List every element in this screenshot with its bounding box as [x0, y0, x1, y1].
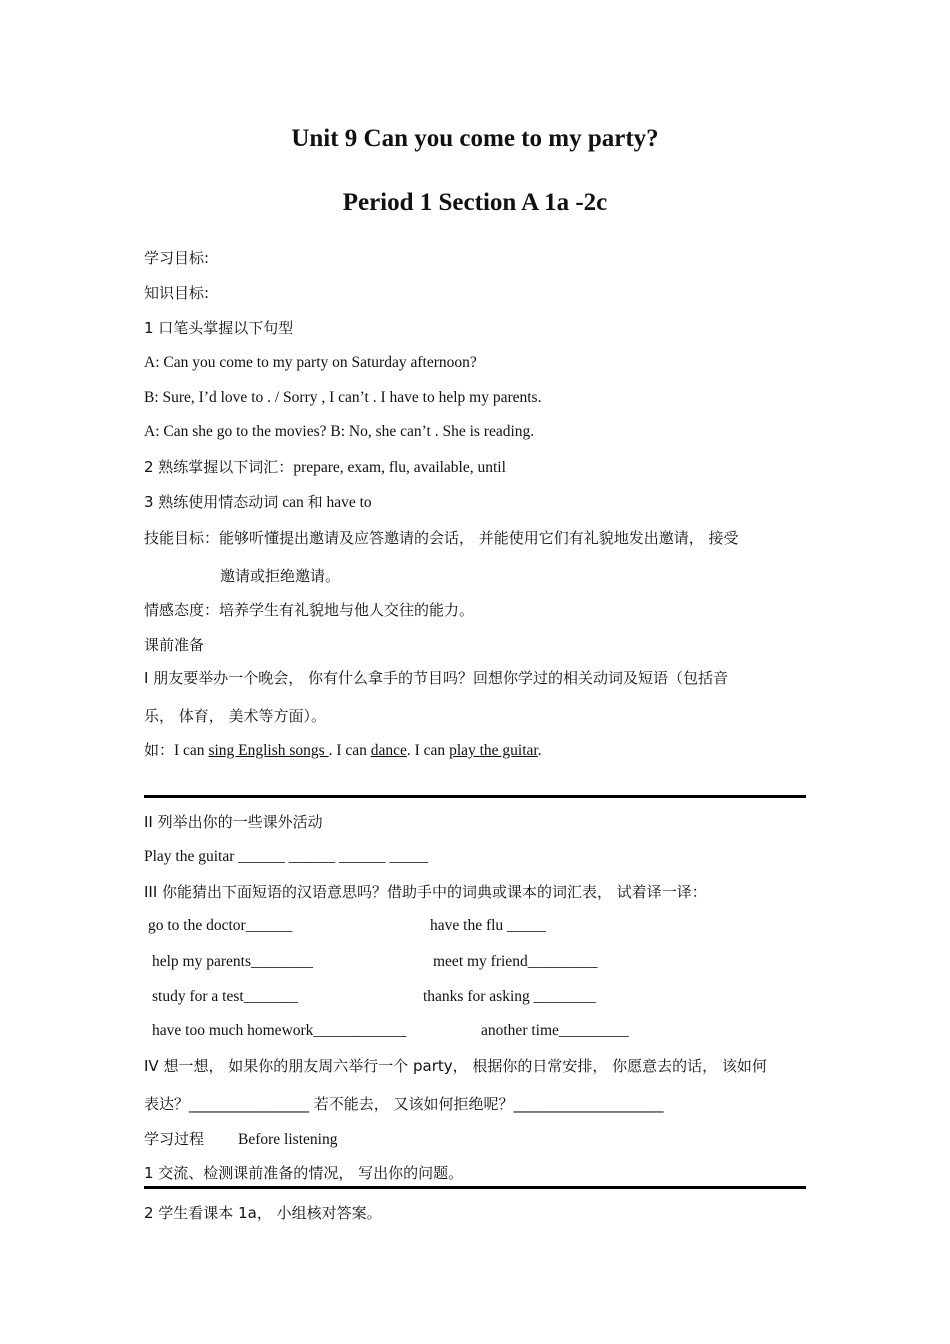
process-heading-row — [144, 1129, 337, 1150]
modal-have-to: have to — [322, 494, 372, 511]
example-underlined-1: sing English songs — [208, 742, 329, 759]
document-subtitle: Period 1 Section A 1a -2c — [342, 189, 608, 216]
prep-task-1-line-2: 乐， 体育， 美术等方面）。 — [144, 707, 327, 725]
example-sentence — [144, 740, 542, 761]
knowledge-item-3 — [144, 492, 372, 513]
conjunction-and: 和 — [307, 493, 323, 511]
divider-line — [144, 795, 806, 798]
vocabulary-list: prepare, exam, flu, available, until — [293, 459, 506, 476]
phrase-item: meet my friend_________ — [433, 953, 598, 970]
process-subheading: Before listening — [238, 1131, 338, 1148]
phrase-item: study for a test_______ — [152, 988, 298, 1005]
phrase-item: have the flu _____ — [430, 917, 546, 934]
emotion-goal: 情感态度：培养学生有礼貌地与他人交往的能力。 — [144, 601, 475, 619]
prep-task-4-line-1: IV 想一想， 如果你的朋友周六举行一个 party， 根据你的日常安排， 你愿意去的话， 该如何 — [144, 1057, 767, 1075]
prep-task-1-line-1: I 朋友要举办一个晚会， 你有什么拿手的节目吗？回想你学过的相关动词及短语（包括音 — [144, 669, 728, 687]
knowledge-item-2-label: 2 熟练掌握以下词汇： — [144, 458, 294, 476]
knowledge-item-3-label: 3 熟练使用情态动词 — [144, 493, 279, 511]
process-heading: 学习过程 — [144, 1130, 205, 1148]
process-step-2: 2 学生看课本 1a， 小组核对答案。 — [144, 1204, 382, 1222]
sentence-pattern-3: A: Can she go to the movies? B: No, she can’t . She is reading. — [144, 423, 535, 440]
prep-task-4-line-2: 表达？________________ 若不能去， 又该如何拒绝呢？____________________ — [144, 1095, 664, 1113]
phrase-item: thanks for asking ________ — [423, 988, 596, 1005]
document-title: Unit 9 Can you come to my party? — [291, 125, 659, 152]
phrase-item: another time_________ — [481, 1022, 629, 1039]
modal-can: can — [278, 494, 308, 511]
divider-line — [144, 1186, 806, 1189]
sentence-pattern-2: B: Sure, I’d love to . / Sorry , I can’t . I have to help my parents. — [144, 389, 542, 406]
skill-goal-line-2: 邀请或拒绝邀请。 — [220, 567, 341, 585]
knowledge-item-1: 1 口笔头掌握以下句型 — [144, 319, 294, 337]
prep-task-3: III 你能猜出下面短语的汉语意思吗？借助手中的词典或课本的词汇表， 试着译一译： — [144, 883, 707, 901]
example-part: . — [537, 742, 542, 759]
example-label: 如： — [144, 741, 175, 759]
prep-task-2: II 列举出你的一些课外活动 — [144, 813, 323, 831]
example-part: . I can — [328, 742, 371, 759]
sentence-pattern-1: A: Can you come to my party on Saturday afternoon? — [144, 354, 477, 371]
prep-heading: 课前准备 — [144, 636, 205, 654]
phrase-item: have too much homework____________ — [152, 1022, 407, 1039]
goals-heading: 学习目标: — [144, 249, 210, 267]
process-step-1: 1 交流、检测课前准备的情况， 写出你的问题。 — [144, 1164, 464, 1182]
skill-goal-line-1: 技能目标：能够听懂提出邀请及应答邀请的会话， 并能使用它们有礼貌地发出邀请， 接受 — [144, 529, 739, 547]
knowledge-item-2 — [144, 457, 506, 478]
example-underlined-3: play the guitar — [449, 742, 538, 759]
phrase-item: go to the doctor______ — [148, 917, 293, 934]
example-part: . I can — [406, 742, 450, 759]
example-underlined-2: dance — [370, 742, 407, 759]
example-part: I can — [174, 742, 209, 759]
knowledge-heading: 知识目标: — [144, 284, 210, 302]
activity-blanks: Play the guitar ______ ______ ______ _____ — [144, 848, 429, 865]
phrase-item: help my parents________ — [152, 953, 314, 970]
